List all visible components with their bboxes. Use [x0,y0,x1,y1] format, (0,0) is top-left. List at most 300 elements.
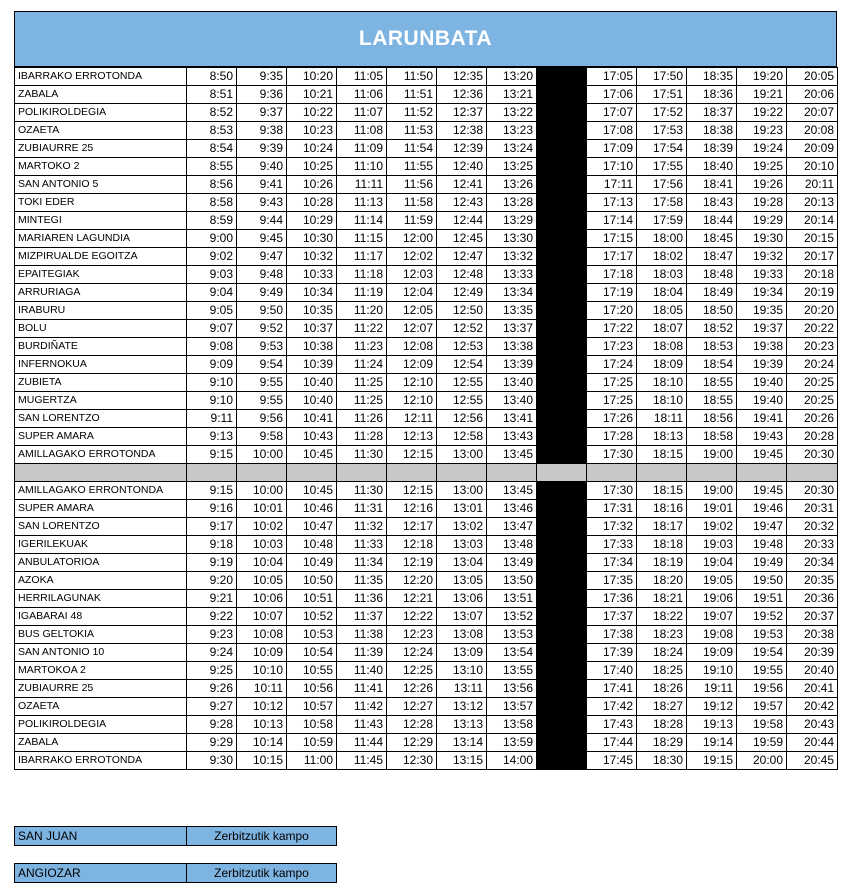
departure-time: 17:09 [587,140,637,158]
departure-time: 19:21 [737,86,787,104]
table-row [15,356,838,374]
separator-cell [737,464,787,482]
departure-time: 18:07 [637,320,687,338]
midday-gap [537,554,587,572]
departure-time: 12:17 [387,518,437,536]
departure-time: 17:08 [587,122,637,140]
stop-name: SAN LORENTZO [15,410,187,428]
departure-time: 9:30 [187,752,237,770]
departure-time: 11:06 [337,86,387,104]
departure-time: 12:11 [387,410,437,428]
midday-gap [537,662,587,680]
departure-time: 11:40 [337,662,387,680]
departure-time: 19:28 [737,194,787,212]
departure-time: 12:07 [387,320,437,338]
table-row [15,410,838,428]
separator-cell [487,464,537,482]
departure-time: 9:56 [237,410,287,428]
departure-time: 11:50 [387,68,437,86]
table-row [15,194,838,212]
departure-time: 12:25 [387,662,437,680]
table-row [15,392,838,410]
departure-time: 19:04 [687,554,737,572]
departure-time: 19:02 [687,518,737,536]
departure-time: 13:22 [487,104,537,122]
departure-time: 9:00 [187,230,237,248]
stop-name: EPAITEGIAK [15,266,187,284]
stop-name: BOLU [15,320,187,338]
departure-time: 10:53 [287,626,337,644]
departure-time: 19:41 [737,410,787,428]
departure-time: 19:45 [737,482,787,500]
departure-time: 18:15 [637,482,687,500]
departure-time: 20:32 [787,518,838,536]
departure-time: 19:05 [687,572,737,590]
departure-time: 9:49 [237,284,287,302]
stop-name: IBARRAKO ERROTONDA [15,68,187,86]
departure-time: 10:26 [287,176,337,194]
midday-gap [537,68,587,86]
departure-time: 10:35 [287,302,337,320]
table-row [15,230,838,248]
timetable [14,67,838,770]
departure-time: 17:22 [587,320,637,338]
departure-time: 9:09 [187,356,237,374]
departure-time: 19:54 [737,644,787,662]
departure-time: 17:40 [587,662,637,680]
stop-name: TOKI EDER [15,194,187,212]
departure-time: 18:17 [637,518,687,536]
departure-time: 12:18 [387,536,437,554]
departure-time: 9:41 [237,176,287,194]
separator-cell [687,464,737,482]
stop-name: MUGERTZA [15,392,187,410]
departure-time: 9:55 [237,374,287,392]
stop-name: OZAETA [15,698,187,716]
departure-time: 9:19 [187,554,237,572]
departure-time: 9:26 [187,680,237,698]
departure-time: 9:35 [237,68,287,86]
departure-time: 12:15 [387,446,437,464]
departure-time: 13:29 [487,212,537,230]
departure-time: 11:41 [337,680,387,698]
departure-time: 19:49 [737,554,787,572]
departure-time: 9:39 [237,140,287,158]
stop-name: SAN LORENTZO [15,518,187,536]
departure-time: 9:27 [187,698,237,716]
midday-gap [537,752,587,770]
departure-time: 9:13 [187,428,237,446]
departure-time: 10:12 [237,698,287,716]
departure-time: 17:43 [587,716,637,734]
departure-time: 20:25 [787,392,838,410]
midday-gap [537,122,587,140]
departure-time: 13:04 [437,554,487,572]
notice-status: Zerbitzutik kampo [187,827,337,846]
departure-time: 12:03 [387,266,437,284]
departure-time: 11:37 [337,608,387,626]
departure-time: 19:48 [737,536,787,554]
departure-time: 12:20 [387,572,437,590]
departure-time: 12:45 [437,230,487,248]
departure-time: 20:26 [787,410,838,428]
departure-time: 11:32 [337,518,387,536]
departure-time: 9:50 [237,302,287,320]
departure-time: 10:22 [287,104,337,122]
stop-name: ZABALA [15,86,187,104]
departure-time: 13:41 [487,410,537,428]
departure-time: 19:37 [737,320,787,338]
midday-gap [537,734,587,752]
midday-gap [537,536,587,554]
departure-time: 19:39 [737,356,787,374]
stop-name: ZUBIAURRE 25 [15,680,187,698]
departure-time: 17:23 [587,338,637,356]
departure-time: 13:00 [437,482,487,500]
departure-time: 19:01 [687,500,737,518]
separator-cell [587,464,637,482]
departure-time: 12:10 [387,392,437,410]
midday-gap [537,590,587,608]
departure-time: 9:23 [187,626,237,644]
departure-time: 18:21 [637,590,687,608]
departure-time: 13:43 [487,428,537,446]
departure-time: 17:42 [587,698,637,716]
departure-time: 19:23 [737,122,787,140]
midday-gap [537,338,587,356]
table-row [15,68,838,86]
table-row [15,608,838,626]
departure-time: 20:10 [787,158,838,176]
departure-time: 11:26 [337,410,387,428]
departure-time: 18:18 [637,536,687,554]
midday-gap [537,266,587,284]
departure-time: 19:15 [687,752,737,770]
departure-time: 13:53 [487,626,537,644]
midday-gap [537,374,587,392]
departure-time: 9:15 [187,482,237,500]
departure-time: 17:18 [587,266,637,284]
departure-time: 19:26 [737,176,787,194]
table-row [15,590,838,608]
stop-name: MINTEGI [15,212,187,230]
departure-time: 12:24 [387,644,437,662]
departure-time: 18:22 [637,608,687,626]
stop-name: SUPER AMARA [15,500,187,518]
departure-time: 19:12 [687,698,737,716]
departure-time: 19:35 [737,302,787,320]
midday-gap [537,302,587,320]
departure-time: 18:10 [637,374,687,392]
departure-time: 13:06 [437,590,487,608]
departure-time: 20:28 [787,428,838,446]
departure-time: 10:13 [237,716,287,734]
departure-time: 17:58 [637,194,687,212]
departure-time: 12:27 [387,698,437,716]
departure-time: 18:47 [687,248,737,266]
departure-time: 10:07 [237,608,287,626]
stop-name: IRABURU [15,302,187,320]
departure-time: 8:56 [187,176,237,194]
departure-time: 10:09 [237,644,287,662]
stop-name: IGERILEKUAK [15,536,187,554]
stop-name: SAN ANTONIO 5 [15,176,187,194]
departure-time: 10:00 [237,446,287,464]
departure-time: 20:06 [787,86,838,104]
departure-time: 11:24 [337,356,387,374]
stop-name: ZUBIETA [15,374,187,392]
midday-gap [537,572,587,590]
departure-time: 13:05 [437,572,487,590]
midday-gap [537,356,587,374]
departure-time: 17:32 [587,518,637,536]
departure-time: 13:28 [487,194,537,212]
departure-time: 10:21 [287,86,337,104]
table-row [15,482,838,500]
departure-time: 17:37 [587,608,637,626]
departure-time: 10:37 [287,320,337,338]
departure-time: 8:50 [187,68,237,86]
departure-time: 12:36 [437,86,487,104]
separator-cell [537,464,587,482]
departure-time: 13:51 [487,590,537,608]
departure-time: 12:23 [387,626,437,644]
departure-time: 18:58 [687,428,737,446]
departure-time: 9:03 [187,266,237,284]
departure-time: 17:05 [587,68,637,86]
departure-time: 9:45 [237,230,287,248]
departure-time: 11:31 [337,500,387,518]
table-row [15,212,838,230]
stop-name: IGABARAI 48 [15,608,187,626]
departure-time: 17:14 [587,212,637,230]
departure-time: 20:05 [787,68,838,86]
departure-time: 10:43 [287,428,337,446]
page-title: LARUNBATA [14,11,837,67]
departure-time: 18:24 [637,644,687,662]
departure-time: 11:45 [337,752,387,770]
table-row [15,500,838,518]
departure-time: 9:54 [237,356,287,374]
departure-time: 19:06 [687,590,737,608]
departure-time: 9:40 [237,158,287,176]
departure-time: 18:09 [637,356,687,374]
departure-time: 12:21 [387,590,437,608]
departure-time: 19:11 [687,680,737,698]
departure-time: 10:24 [287,140,337,158]
departure-time: 17:53 [637,122,687,140]
departure-time: 20:18 [787,266,838,284]
departure-time: 19:13 [687,716,737,734]
departure-time: 13:25 [487,158,537,176]
midday-gap [537,680,587,698]
departure-time: 12:40 [437,158,487,176]
departure-time: 19:20 [737,68,787,86]
departure-time: 20:45 [787,752,838,770]
departure-time: 11:52 [387,104,437,122]
departure-time: 9:25 [187,662,237,680]
departure-time: 12:35 [437,68,487,86]
departure-time: 19:33 [737,266,787,284]
departure-time: 10:05 [237,572,287,590]
departure-time: 10:23 [287,122,337,140]
departure-time: 13:20 [487,68,537,86]
departure-time: 11:23 [337,338,387,356]
departure-time: 13:01 [437,500,487,518]
departure-time: 9:22 [187,608,237,626]
departure-time: 17:13 [587,194,637,212]
departure-time: 11:53 [387,122,437,140]
departure-time: 17:34 [587,554,637,572]
departure-time: 10:30 [287,230,337,248]
departure-time: 13:39 [487,356,537,374]
departure-time: 19:47 [737,518,787,536]
departure-time: 10:55 [287,662,337,680]
departure-time: 18:48 [687,266,737,284]
departure-time: 12:02 [387,248,437,266]
departure-time: 18:30 [637,752,687,770]
departure-time: 10:59 [287,734,337,752]
departure-time: 9:15 [187,446,237,464]
departure-time: 13:13 [437,716,487,734]
departure-time: 17:15 [587,230,637,248]
separator-cell [337,464,387,482]
departure-time: 13:37 [487,320,537,338]
departure-time: 20:44 [787,734,838,752]
departure-time: 19:00 [687,446,737,464]
departure-time: 13:07 [437,608,487,626]
departure-time: 19:56 [737,680,787,698]
departure-time: 20:09 [787,140,838,158]
departure-time: 17:06 [587,86,637,104]
departure-time: 19:34 [737,284,787,302]
departure-time: 17:28 [587,428,637,446]
departure-time: 19:57 [737,698,787,716]
departure-time: 9:58 [237,428,287,446]
departure-time: 10:08 [237,626,287,644]
departure-time: 17:55 [637,158,687,176]
departure-time: 8:59 [187,212,237,230]
departure-time: 10:41 [287,410,337,428]
departure-time: 12:26 [387,680,437,698]
departure-time: 20:20 [787,302,838,320]
departure-time: 18:50 [687,302,737,320]
departure-time: 20:00 [737,752,787,770]
departure-time: 14:00 [487,752,537,770]
notice-stop-name: SAN JUAN [15,827,187,846]
departure-time: 11:07 [337,104,387,122]
midday-gap [537,500,587,518]
departure-time: 13:34 [487,284,537,302]
table-row [15,536,838,554]
departure-time: 11:59 [387,212,437,230]
departure-time: 8:51 [187,86,237,104]
departure-time: 9:16 [187,500,237,518]
departure-time: 10:50 [287,572,337,590]
departure-time: 13:40 [487,374,537,392]
midday-gap [537,446,587,464]
departure-time: 11:18 [337,266,387,284]
departure-time: 12:08 [387,338,437,356]
departure-time: 17:25 [587,374,637,392]
departure-time: 12:39 [437,140,487,158]
departure-time: 19:52 [737,608,787,626]
departure-time: 17:31 [587,500,637,518]
departure-time: 10:33 [287,266,337,284]
departure-time: 9:52 [237,320,287,338]
departure-time: 18:20 [637,572,687,590]
departure-time: 10:38 [287,338,337,356]
departure-time: 18:44 [687,212,737,230]
departure-time: 11:54 [387,140,437,158]
departure-time: 19:59 [737,734,787,752]
direction-separator [15,464,838,482]
departure-time: 11:19 [337,284,387,302]
departure-time: 10:00 [237,482,287,500]
departure-time: 11:09 [337,140,387,158]
table-row [15,284,838,302]
stop-name: SAN ANTONIO 10 [15,644,187,662]
separator-cell [637,464,687,482]
departure-time: 12:53 [437,338,487,356]
departure-time: 13:46 [487,500,537,518]
departure-time: 10:29 [287,212,337,230]
departure-time: 18:39 [687,140,737,158]
departure-time: 8:58 [187,194,237,212]
departure-time: 11:38 [337,626,387,644]
departure-time: 9:43 [237,194,287,212]
departure-time: 13:24 [487,140,537,158]
departure-time: 20:35 [787,572,838,590]
stop-name: AMILLAGAKO ERROTONDA [15,446,187,464]
departure-time: 18:53 [687,338,737,356]
departure-time: 12:15 [387,482,437,500]
separator-cell [787,464,838,482]
departure-time: 18:40 [687,158,737,176]
midday-gap [537,626,587,644]
departure-time: 10:58 [287,716,337,734]
departure-time: 18:49 [687,284,737,302]
departure-time: 12:04 [387,284,437,302]
departure-time: 18:35 [687,68,737,86]
separator-cell [287,464,337,482]
departure-time: 20:14 [787,212,838,230]
departure-time: 13:11 [437,680,487,698]
departure-time: 10:52 [287,608,337,626]
departure-time: 18:36 [687,86,737,104]
departure-time: 10:54 [287,644,337,662]
midday-gap [537,716,587,734]
table-row [15,518,838,536]
departure-time: 12:47 [437,248,487,266]
departure-time: 12:43 [437,194,487,212]
departure-time: 9:53 [237,338,287,356]
departure-time: 9:08 [187,338,237,356]
departure-time: 10:39 [287,356,337,374]
departure-time: 17:07 [587,104,637,122]
departure-time: 18:03 [637,266,687,284]
departure-time: 9:21 [187,590,237,608]
stop-name: BURDIÑATE [15,338,187,356]
departure-time: 10:40 [287,392,337,410]
departure-time: 13:48 [487,536,537,554]
departure-time: 18:26 [637,680,687,698]
departure-time: 11:00 [287,752,337,770]
departure-time: 20:07 [787,104,838,122]
departure-time: 17:25 [587,392,637,410]
departure-time: 18:04 [637,284,687,302]
midday-gap [537,212,587,230]
